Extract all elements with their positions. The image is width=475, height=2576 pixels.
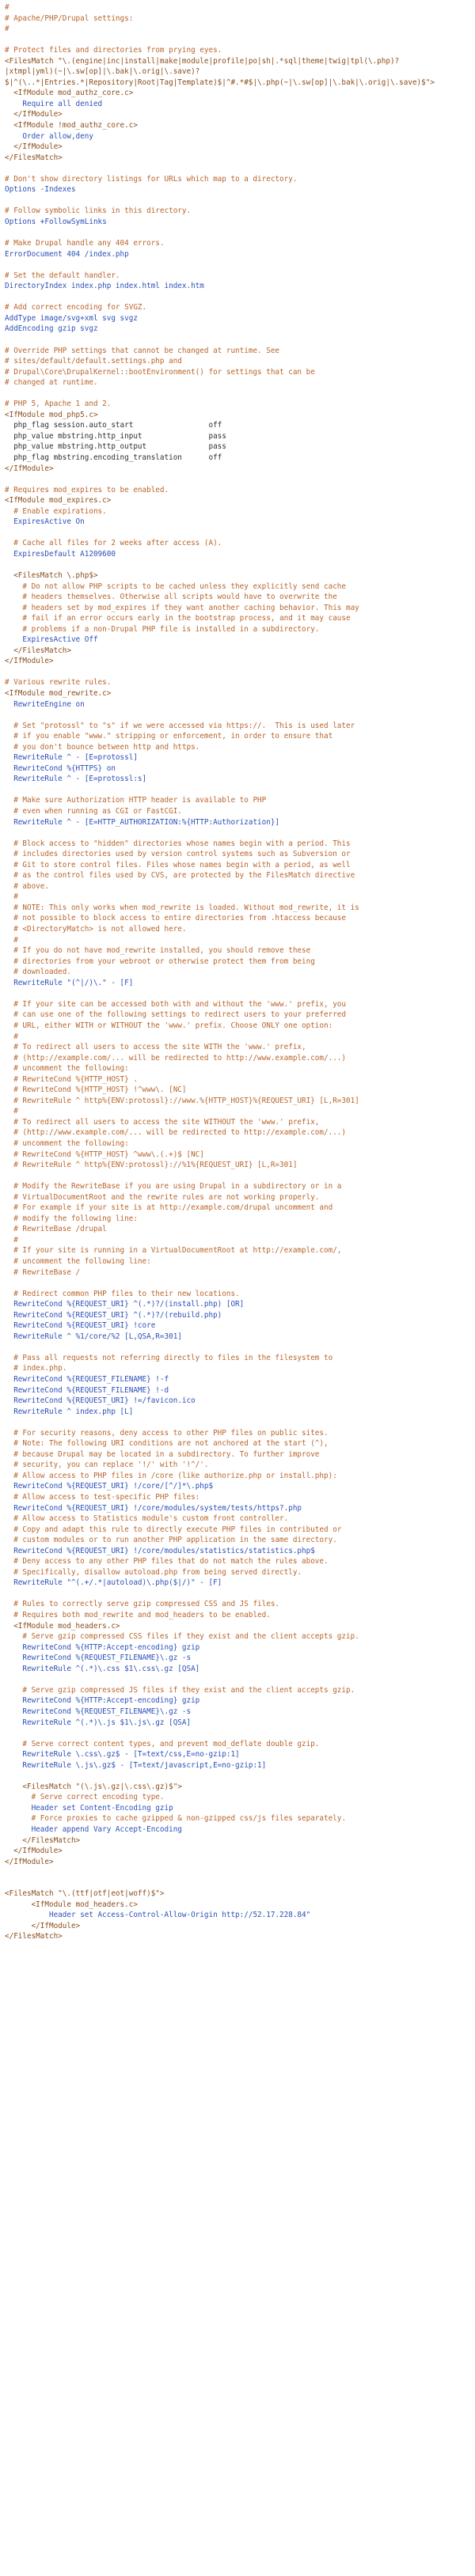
code-line[interactable]: # To redirect all users to access the site WITH the 'www.' prefix, xyxy=(5,1043,306,1052)
code-line[interactable]: ExpiresDefault A1209600 xyxy=(5,549,116,559)
code-line[interactable]: RewriteCond %{REQUEST_FILENAME}\.gz -s xyxy=(5,1707,192,1716)
code-line[interactable] xyxy=(0,1728,475,1739)
code-line[interactable]: <FilesMatch "\.(engine|inc|install|make|module|profile|po|sh|.*sql|theme|twig|tpl(\.php)? xyxy=(5,56,400,66)
code-line[interactable]: # Force proxies to cache gzipped & non-gzipped css/js files separately. xyxy=(5,1814,346,1824)
code-line[interactable] xyxy=(0,163,475,174)
code-line[interactable]: # Protect files and directories from prying eyes. xyxy=(5,46,222,55)
code-line[interactable]: RewriteCond %{REQUEST_URI} ^(.*)?/(install.php) [OR] xyxy=(5,1300,245,1309)
code-line[interactable]: # Make sure Authorization HTTP header is available to PHP xyxy=(5,796,267,805)
code-line[interactable]: # Requires mod_expires to be enabled. xyxy=(5,485,169,494)
code-line[interactable]: Order allow,deny xyxy=(5,131,93,141)
code-line[interactable]: # Specifically, disallow autoload.php from being served directly. xyxy=(5,1567,302,1577)
code-line[interactable]: <IfModule mod_rewrite.c> xyxy=(5,689,112,698)
code-line[interactable]: Header append Vary Accept-Encoding xyxy=(5,1824,182,1834)
code-line[interactable]: RewriteEngine on xyxy=(5,699,85,709)
code-line[interactable] xyxy=(0,1342,475,1353)
code-line[interactable]: # even when running as CGI or FastCGI. xyxy=(5,807,182,816)
code-line[interactable]: # downloaded. xyxy=(5,968,71,977)
code-line[interactable] xyxy=(0,227,475,238)
code-line[interactable]: </FilesMatch> xyxy=(5,1835,81,1845)
code-line[interactable]: # uncomment the following: xyxy=(5,1064,129,1074)
code-line[interactable] xyxy=(0,335,475,346)
code-line[interactable]: $|^(\..*|Entries.*|Repository|Root|Tag|Template)$|^#.*#$|\.php(~|\.sw[op]|\.bak|\.orig|\.save)$"> xyxy=(5,78,435,87)
code-line[interactable]: Header set Content-Encoding gzip xyxy=(5,1803,173,1813)
code-line[interactable] xyxy=(0,559,475,570)
code-line[interactable]: # directories from your webroot or otherwise protect them from being xyxy=(5,957,315,966)
code-line[interactable]: # Set the default handler. xyxy=(5,271,120,280)
code-line[interactable]: # Make Drupal handle any 404 errors. xyxy=(5,239,165,248)
code-line[interactable] xyxy=(0,1867,475,1878)
code-line[interactable]: RewriteCond %{REQUEST_URI} !=/favicon.ico xyxy=(5,1396,196,1406)
code-line[interactable]: # (http://www.example.com/... will be redirected to http://example.com/...) xyxy=(5,1128,346,1138)
code-line[interactable]: <FilesMatch "(\.js\.gz|\.css\.gz)$"> xyxy=(5,1782,182,1791)
code-line[interactable] xyxy=(0,195,475,206)
code-line[interactable]: php_flag session.auto_start off xyxy=(5,421,222,430)
code-line[interactable]: php_flag mbstring.encoding_translation off xyxy=(5,453,222,462)
code-line[interactable]: </FilesMatch> xyxy=(5,153,63,162)
code-line[interactable]: # RewriteCond %{HTTP_HOST} ^www\.(.+)$ [NC] xyxy=(5,1150,204,1159)
code-line[interactable]: # If your site can be accessed both with and without the 'www.' prefix, you xyxy=(5,999,346,1009)
code-line[interactable] xyxy=(0,988,475,999)
code-line[interactable]: RewriteCond %{HTTP:Accept-encoding} gzip xyxy=(5,1696,200,1706)
code-line[interactable]: # xyxy=(5,935,18,945)
code-line[interactable]: # Allow access to test-specific PHP files: xyxy=(5,1493,200,1502)
code-line[interactable]: RewriteRule ^ %1/core/%2 [L,QSA,R=301] xyxy=(5,1332,182,1341)
code-line[interactable]: # xyxy=(5,25,10,34)
code-line[interactable] xyxy=(0,1171,475,1182)
code-line[interactable] xyxy=(0,528,475,539)
code-line[interactable]: # because Drupal may be located in a subdirectory. To further improve xyxy=(5,1449,320,1459)
code-line[interactable]: Require all denied xyxy=(5,99,103,108)
code-line[interactable]: # as the control files used by CVS, are protected by the FilesMatch directive xyxy=(5,871,355,881)
code-line[interactable]: </IfModule> xyxy=(5,1847,63,1856)
code-line[interactable]: # VirtualDocumentRoot and the rewrite rules are not working properly. xyxy=(5,1192,320,1202)
code-line[interactable]: # For security reasons, deny access to other PHP files on public sites. xyxy=(5,1428,329,1438)
code-line[interactable]: RewriteRule ^(.*)\.css $1\.css\.gz [QSA] xyxy=(5,1664,200,1673)
code-line[interactable]: # RewriteRule ^ http%{ENV:protossl}://www.%{HTTP_HOST}%{REQUEST_URI} [L,R=301] xyxy=(5,1096,359,1105)
code-line[interactable]: <FilesMatch \.php$> xyxy=(5,570,98,580)
code-line[interactable] xyxy=(0,1589,475,1600)
code-line[interactable] xyxy=(0,710,475,721)
code-line[interactable]: RewriteCond %{REQUEST_URI} !/core/modules/system/tests/https?.php xyxy=(5,1503,302,1513)
code-line[interactable]: # modify the following line: xyxy=(5,1214,138,1223)
code-line[interactable]: RewriteRule "(^|/)\." - [F] xyxy=(5,978,134,987)
code-line[interactable]: # changed at runtime. xyxy=(5,378,98,388)
code-line[interactable]: # If your site is running in a VirtualDocumentRoot at http://example.com/, xyxy=(5,1246,342,1256)
code-line[interactable]: # Pass all requests not referring directly to files in the filesystem to xyxy=(5,1353,333,1362)
code-line[interactable]: # index.php. xyxy=(5,1364,67,1373)
code-line[interactable]: <IfModule mod_expires.c> xyxy=(5,496,112,506)
code-line[interactable]: # you don't bounce between http and https. xyxy=(5,742,200,752)
code-line[interactable]: # not possible to block access to entire directories from .htaccess because xyxy=(5,914,346,923)
code-line[interactable]: AddEncoding gzip svgz xyxy=(5,324,98,334)
code-line[interactable]: # xyxy=(5,1107,18,1116)
code-line[interactable]: # Override PHP settings that cannot be changed at runtime. See xyxy=(5,346,280,355)
code-line[interactable]: # problems if a non-Drupal PHP file is installed in a subdirectory. xyxy=(5,624,320,634)
code-line[interactable]: # For example if your site is at http://example.com/drupal uncomment and xyxy=(5,1203,333,1213)
code-line[interactable]: # RewriteRule ^ http%{ENV:protossl}://%1%{REQUEST_URI} [L,R=301] xyxy=(5,1161,298,1170)
code-line[interactable]: # Modify the RewriteBase if you are using Drupal in a subdirectory or in a xyxy=(5,1182,342,1191)
code-line[interactable]: # uncomment the following: xyxy=(5,1138,129,1148)
code-line[interactable]: php_value mbstring.http_output pass xyxy=(5,442,226,452)
code-line[interactable] xyxy=(0,667,475,678)
code-line[interactable]: Options +FollowSymLinks xyxy=(5,217,107,226)
code-line[interactable]: # RewriteBase / xyxy=(5,1267,81,1277)
code-line[interactable]: # Set "protossl" to "s" if we were accessed via https://. This is used later xyxy=(5,721,355,730)
code-line[interactable]: # To redirect all users to access the site WITHOUT the 'www.' prefix, xyxy=(5,1117,320,1127)
code-line[interactable]: ErrorDocument 404 /index.php xyxy=(5,249,129,259)
code-line[interactable] xyxy=(0,474,475,485)
code-line[interactable]: RewriteRule ^ - [E=HTTP_AUTHORIZATION:%{HTTP:Authorization}] xyxy=(5,817,280,827)
code-line[interactable]: <IfModule mod_headers.c> xyxy=(5,1621,120,1631)
code-line[interactable]: # uncomment the following line: xyxy=(5,1256,151,1266)
code-line[interactable]: # includes directories used by version control systems such as Subversion or xyxy=(5,850,351,859)
code-line[interactable]: # Redirect common PHP files to their new locations. xyxy=(5,1289,240,1298)
code-line[interactable]: RewriteCond %{REQUEST_FILENAME} !-d xyxy=(5,1385,169,1395)
code-line[interactable]: # PHP 5, Apache 1 and 2. xyxy=(5,400,112,409)
code-line[interactable]: RewriteRule "^(.+/.*|autoload)\.php($|/)" - [F] xyxy=(5,1578,222,1588)
code-line[interactable]: # sites/default/default.settings.php and xyxy=(5,357,182,366)
code-line[interactable]: # Drupal\Core\DrupalKernel::bootEnvironment() for settings that can be xyxy=(5,367,315,377)
code-line[interactable]: # Allow access to PHP files in /core (like authorize.php or install.php): xyxy=(5,1471,337,1480)
code-line[interactable]: # Allow access to Statistics module's custom front controller. xyxy=(5,1514,289,1524)
code-line[interactable]: <IfModule mod_php5.c> xyxy=(5,410,98,419)
code-line[interactable]: # fail if an error occurs early in the bootstrap process, and it may cause xyxy=(5,614,351,623)
code-line[interactable]: # Deny access to any other PHP files that do not match the rules above. xyxy=(5,1557,329,1566)
code-line[interactable]: # NOTE: This only works when mod_rewrite is loaded. Without mod_rewrite, it is xyxy=(5,903,359,912)
code-line[interactable]: # Copy and adapt this rule to directly execute PHP files in contributed or xyxy=(5,1525,342,1534)
code-line[interactable]: # Follow symbolic links in this directory. xyxy=(5,206,192,216)
code-line[interactable]: RewriteCond %{REQUEST_FILENAME}\.gz -s xyxy=(5,1654,192,1663)
code-line[interactable]: # RewriteBase /drupal xyxy=(5,1225,107,1234)
code-line[interactable]: # custom modules or to run another PHP application in the same directory. xyxy=(5,1536,337,1545)
code-line[interactable] xyxy=(0,292,475,303)
code-line[interactable]: RewriteRule ^ index.php [L] xyxy=(5,1407,134,1416)
code-line[interactable]: # Serve correct encoding type. xyxy=(5,1793,165,1802)
code-line[interactable]: </FilesMatch> xyxy=(5,646,71,655)
code-line[interactable] xyxy=(0,828,475,839)
code-line[interactable]: # xyxy=(5,892,18,902)
code-line[interactable]: RewriteRule \.css\.gz$ - [T=text/css,E=no-gzip:1] xyxy=(5,1750,240,1760)
code-line[interactable]: </IfModule> xyxy=(5,110,63,119)
code-line[interactable]: RewriteCond %{HTTP:Accept-encoding} gzip xyxy=(5,1642,200,1652)
code-line[interactable]: # RewriteCond %{HTTP_HOST} !^www\. [NC] xyxy=(5,1085,187,1095)
code-line[interactable]: # Git to store control files. Files whose names begin with a period, as well xyxy=(5,860,351,869)
code-line[interactable]: # Do not allow PHP scripts to be cached unless they explicitly send cache xyxy=(5,581,346,591)
code-line[interactable]: RewriteCond %{REQUEST_FILENAME} !-f xyxy=(5,1375,169,1384)
code-line[interactable]: # Apache/PHP/Drupal settings: xyxy=(5,13,134,23)
code-line[interactable]: <FilesMatch "\.(ttf|otf|eot|woff)$"> xyxy=(5,1889,165,1899)
code-line[interactable]: DirectoryIndex index.php index.html index.htm xyxy=(5,282,204,291)
code-line[interactable]: |xtmpl|yml)(~|\.sw[op]|\.bak|\.orig|\.save)? xyxy=(5,67,200,77)
code-line[interactable]: # Rules to correctly serve gzip compressed CSS and JS files. xyxy=(5,1600,280,1609)
code-line[interactable]: Options -Indexes xyxy=(5,185,76,195)
code-line[interactable]: # Serve gzip compressed JS files if they exist and the client accepts gzip. xyxy=(5,1685,355,1695)
code-line[interactable]: # xyxy=(5,3,10,12)
code-line[interactable]: ExpiresActive On xyxy=(5,517,85,527)
code-line[interactable]: # Various rewrite rules. xyxy=(5,678,112,688)
code-line[interactable]: # Requires both mod_rewrite and mod_headers to be enabled. xyxy=(5,1611,271,1620)
code-line[interactable]: # above. xyxy=(5,881,49,891)
code-line[interactable] xyxy=(0,1417,475,1428)
code-line[interactable]: # xyxy=(5,1235,18,1244)
code-line[interactable] xyxy=(0,1878,475,1889)
code-line[interactable]: RewriteRule ^ - [E=protossl:s] xyxy=(5,775,147,784)
code-line[interactable]: </IfModule> xyxy=(5,657,54,666)
code-line[interactable]: <IfModule mod_headers.c> xyxy=(5,1900,138,1909)
code-line[interactable]: RewriteCond %{REQUEST_URI} !/core/[^/]*\.php$ xyxy=(5,1482,214,1491)
code-line[interactable]: # Don't show directory listings for URLs which map to a directory. xyxy=(5,174,298,184)
code-line[interactable]: # Add correct encoding for SVGZ. xyxy=(5,303,147,313)
code-line[interactable]: <IfModule !mod_authz_core.c> xyxy=(5,121,138,131)
code-line[interactable]: # URL, either WITH or WITHOUT the 'www.' prefix. Choose ONLY one option: xyxy=(5,1021,333,1030)
code-line[interactable] xyxy=(0,388,475,400)
code-line[interactable]: AddType image/svg+xml svg svgz xyxy=(5,313,138,323)
code-line[interactable]: </IfModule> xyxy=(5,1857,54,1866)
code-line[interactable]: </FilesMatch> xyxy=(5,1932,63,1941)
code-line[interactable]: RewriteCond %{HTTPS} on xyxy=(5,763,116,773)
code-line[interactable] xyxy=(0,35,475,46)
code-line[interactable] xyxy=(0,259,475,271)
code-line[interactable]: RewriteCond %{REQUEST_URI} !core xyxy=(5,1321,156,1331)
code-line[interactable] xyxy=(0,1771,475,1782)
code-line[interactable]: </IfModule> xyxy=(5,464,54,473)
code-line[interactable]: # Note: The following URI conditions are not anchored at the start (^), xyxy=(5,1439,329,1449)
code-line[interactable]: # If you do not have mod_rewrite installed, you should remove these xyxy=(5,946,311,956)
code-line[interactable]: # Cache all files for 2 weeks after access (A). xyxy=(5,539,222,548)
code-line[interactable]: RewriteCond %{REQUEST_URI} !/core/modules/statistics/statistics.php$ xyxy=(5,1546,315,1555)
code-line[interactable] xyxy=(0,1674,475,1685)
code-line[interactable]: # headers themselves. Otherwise all scripts would have to overwrite the xyxy=(5,593,337,602)
code-line[interactable]: # <DirectoryMatch> is not allowed here. xyxy=(5,925,187,934)
code-line[interactable]: RewriteRule ^ - [E=protossl] xyxy=(5,753,138,763)
code-line[interactable]: # if you enable "www." stripping or enforcement, in order to ensure that xyxy=(5,732,333,741)
code-line[interactable]: # Enable expirations. xyxy=(5,506,107,516)
code-line[interactable]: # security, you can replace '!/' with '!^/'. xyxy=(5,1460,209,1470)
code-line[interactable]: # xyxy=(5,1032,18,1041)
code-line[interactable] xyxy=(0,785,475,796)
code-line[interactable]: # (http://example.com/... will be redirected to http://www.example.com/...) xyxy=(5,1053,346,1063)
code-line[interactable]: # Block access to "hidden" directories whose names begin with a period. This xyxy=(5,839,351,848)
code-line[interactable]: # Serve correct content types, and prevent mod_deflate double gzip. xyxy=(5,1739,320,1748)
code-line[interactable] xyxy=(0,1278,475,1289)
code-line[interactable]: RewriteCond %{REQUEST_URI} ^(.*)?/(rebuild.php) xyxy=(5,1310,222,1320)
code-line[interactable]: # Serve gzip compressed CSS files if they exist and the client accepts gzip. xyxy=(5,1632,359,1642)
code-line[interactable]: php_value mbstring.http_input pass xyxy=(5,431,226,441)
code-line[interactable]: RewriteRule \.js\.gz$ - [T=text/javascript,E=no-gzip:1] xyxy=(5,1760,267,1770)
code-line[interactable]: </IfModule> xyxy=(5,1921,81,1930)
code-line[interactable]: Header set Access-Control-Allow-Origin http://52.17.228.84" xyxy=(5,1911,311,1920)
code-line[interactable]: # headers set by mod_expires if they want another caching behavior. This may xyxy=(5,603,359,612)
code-line[interactable]: # RewriteCond %{HTTP_HOST} . xyxy=(5,1074,138,1084)
code-line[interactable]: </IfModule> xyxy=(5,142,63,152)
code-line[interactable]: RewriteRule ^(.*)\.js $1\.js\.gz [QSA] xyxy=(5,1718,192,1727)
code-line[interactable]: # can use one of the following settings to redirect users to your preferred xyxy=(5,1010,346,1020)
code-line[interactable]: <IfModule mod_authz_core.c> xyxy=(5,89,134,98)
code-line[interactable]: ExpiresActive Off xyxy=(5,635,98,645)
